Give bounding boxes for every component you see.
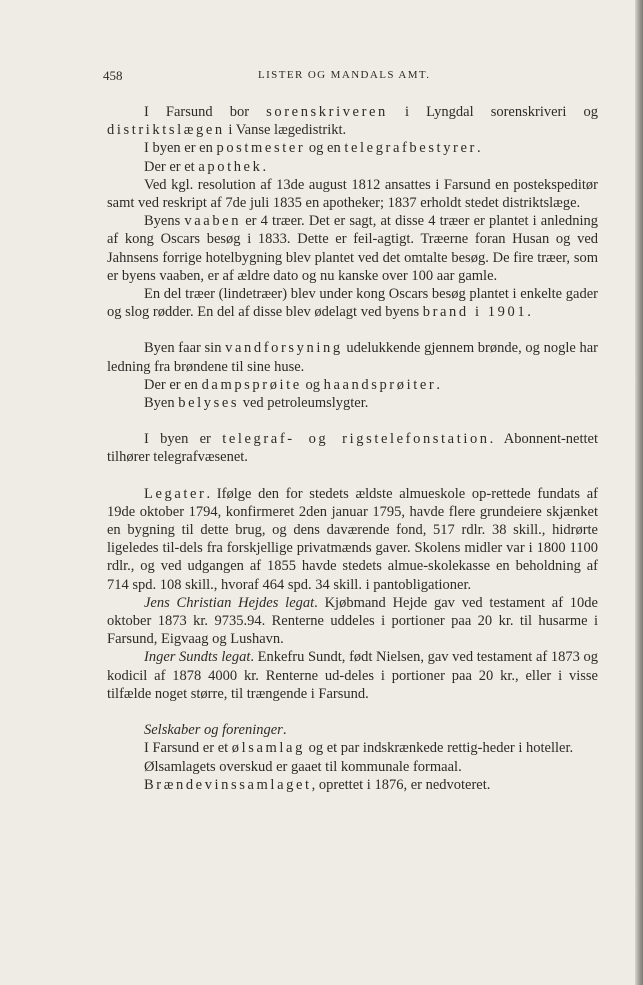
paragraph-gap [107,703,598,721]
paragraph-p5 [107,212,598,285]
paragraph-p8 [107,376,598,394]
paragraph-p16 [107,758,598,776]
paragraph-gap [107,321,598,339]
text-run: og [301,376,324,393]
text-run: Der er et [144,158,199,175]
spaced-term: vaaben [184,213,242,230]
text-run: . [476,140,481,157]
text-run: , oprettet i 1876, er nedvoteret. [311,776,491,793]
text-run: Byen [144,395,179,412]
paragraph-p12 [107,594,598,649]
text-run: Byens [144,213,185,230]
page-edge-shadow [635,0,643,985]
text-run: Der er en [144,376,202,393]
spaced-term: postmester [216,140,306,157]
body-text [107,103,598,794]
text-run: . [282,722,287,739]
spaced-term: brand i 1901 [422,304,528,321]
text-run: . Enkefru Sundt, født Nielsen, gav ved testament af 1873 og kodicil af 1878 4000 kr. Renterne ud-deles i portioner paa 20 kr., eller i visse tilfælde noget større, til trængende i Farsund. [107,649,598,702]
spaced-term: sorenskriveren [266,104,388,120]
paragraph-p7 [107,339,598,375]
paragraph-p10 [107,430,598,466]
page-number: 458 [103,68,123,83]
spaced-term: belyses [178,395,240,412]
paragraph-gap [107,467,598,485]
paragraph-p2 [107,139,598,157]
paragraph-p9 [107,394,598,412]
spaced-term: Brændevinssamlaget [144,776,312,793]
italic-heading: Selskaber og foreninger [144,722,283,739]
text-run: udelukkende gjennem brønde, og nogle har ledning fra brøndene til sine huse. [107,340,598,375]
italic-heading: Inger Sundts legat [144,649,251,666]
paragraph-p4 [107,176,598,212]
paragraph-p1 [107,103,598,139]
text-run: Ved kgl. resolution af 13de august 1812 ansattes i Farsund en postekspeditør samt ved reskript af 7de juli 1835 en apotheker; 1837 erholdt stedet distriktslæge. [107,176,598,212]
italic-heading: Jens Christian Hejdes legat [144,594,315,611]
spaced-term: ølsamlag [231,740,305,757]
text-run: . Kjøbmand Hejde gav ved testament af 10de oktober 1873 kr. 9735.94. Renterne uddeles i portioner paa 20 kr. til husarme i Farsund, Eigvaag og Lushavn. [107,594,598,648]
spaced-term: distriktslægen [107,122,225,139]
text-run: er 4 træer. Det er sagt, at disse 4 træer er plantet i anledning af kong Oscars besøg i 1833. Dette er feil-agtigt. Træerne foran Husan og ved Jahnsens forrige hotelbygning blev plantet ved det omtalte besøg. De fire træer, som er byens vaaben, er af ældre dato og nu kanske over 100 aar gamle. [107,213,598,284]
text-run: ved petroleumslygter. [239,395,369,412]
spaced-term: telegrafbestyrer [344,140,477,157]
text-run: og en [305,140,345,157]
running-title: LISTER OG MANDALS AMT. [258,69,431,81]
paragraph-gap [107,412,598,430]
spaced-term: haandsprøiter [323,376,437,393]
text-run: I byen er [144,431,223,448]
text-run: . Ifølge den for stedets ældste almueskole op-rettede fundats af 19de oktober 1794, konfirmeret 2den januar 1795, havde flere grundeiere skjænket en bygning til dette brug, og dens daværende fond, 517 rdlr. 38 skill., hidrørte ligeledes til-dels fra forskjellige privatmænds gaver. Skolens midler var i 1800 1100 rdlr., og ved udgangen af 1855 havde stedets almue-skolekasse en beholdning af 714 spd. 108 skill., hvoraf 464 spd. 34 skill. i pantobligationer. [107,485,598,593]
text-run: og et par indskrænkede rettig-heder i hoteller. [304,740,574,757]
spaced-term: vandforsyning [225,340,343,357]
spaced-term: Legater [144,485,207,502]
text-run: I Farsund bor [144,104,267,120]
paragraph-p14 [107,721,598,739]
spaced-term: telegraf- og rigstelefonstation [222,431,490,448]
text-run: Byen faar sin [144,340,226,357]
paragraph-p3 [107,158,598,176]
spaced-term: apothek [198,158,263,175]
text-run: . [527,304,531,321]
text-run: i Vanse lægedistrikt. [224,122,347,139]
text-run: En del træer (lindetræer) blev under kong Oscars besøg plantet i enkelte gader og slog rødder. En del af disse blev ødelagt ved byens [107,286,598,321]
paragraph-p6 [107,285,598,321]
spaced-term: dampsprøite [201,376,302,393]
text-run: . [262,158,267,175]
paragraph-p15 [107,739,598,757]
text-run: I byen er en [144,140,217,157]
text-run: Ølsamlagets overskud er gaaet til kommunale formaal. [144,758,462,775]
page-header [103,68,573,90]
paragraph-p17 [107,776,598,794]
text-run: . [436,376,440,393]
paragraph-p11 [107,485,598,594]
text-run: i Lyngdal sorenskriveri og [387,104,598,120]
paragraph-p13 [107,648,598,703]
text-run: . Abonnent-nettet tilhører telegrafvæsenet. [107,431,599,466]
text-run: I Farsund er et [144,740,232,757]
